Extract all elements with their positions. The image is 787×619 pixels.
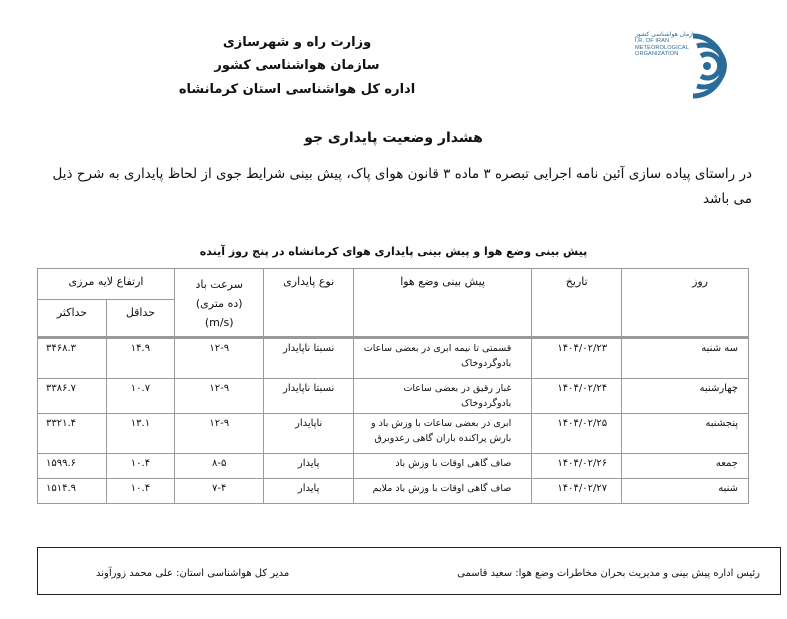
cell-max: ۳۴۶۸.۳	[38, 338, 107, 378]
header-wind-height: (ده متری)	[195, 297, 243, 310]
cell-min: ۱۴.۹	[106, 338, 174, 378]
header-day: روز	[622, 269, 749, 337]
cell-wind: ۱۲-۹	[174, 378, 263, 413]
intro-paragraph: در راستای پیاده سازی آئین نامه اجرایی تبصره ۳ ماده ۳ قانون هوای پاک، پیش بینی شرایط جوی از لحاظ پایداری به شرح ذیل می باشد	[52, 166, 752, 207]
header-date: تاریخ	[532, 269, 622, 337]
header-wind	[174, 269, 263, 337]
cell-min: ۱۰.۷	[106, 378, 174, 413]
cell-date: ۱۴۰۴/۰۲/۲۳	[532, 338, 622, 378]
cell-max: ۱۵۹۹.۶	[38, 453, 107, 478]
table-title: پیش بینی وضع هوا و پیش بینی پایداری هوای کرمانشاه در پنج روز آینده	[199, 245, 588, 258]
cell-stability: نسبتا ناپایدار	[264, 378, 353, 413]
logo-en-line2: METEOROLOGICAL	[635, 44, 689, 51]
logo-en-line3: ORGANIZATION	[635, 50, 679, 57]
cell-day: چهارشنبه	[622, 378, 749, 413]
cell-date: ۱۴۰۴/۰۲/۲۷	[532, 478, 622, 503]
director-general-signature: مدیر کل هواشناسی استان: علی محمد زورآوند	[96, 568, 290, 579]
logo-fa-text: سازمان هواشناسی کشور	[635, 31, 699, 38]
document-title: هشدار وضعیت پایداری جو	[304, 130, 483, 146]
cell-forecast: قسمتی تا نیمه ابری در بعضی ساعات بادوگردوخاک	[353, 338, 531, 378]
header-forecast: پیش بینی وضع هوا	[353, 269, 531, 337]
cell-day: جمعه	[622, 453, 749, 478]
cell-stability: پایدار	[264, 453, 353, 478]
table-row	[38, 453, 749, 478]
table-row	[38, 478, 749, 503]
logo-emblem-icon	[677, 28, 743, 104]
cell-forecast: صاف گاهی اوقات با وزش باد	[353, 453, 531, 478]
cell-max: ۳۳۸۶.۷	[38, 378, 107, 413]
logo-en-line1: I.R. OF IRAN	[635, 38, 670, 45]
table-row	[38, 413, 749, 453]
header-boundary-layer: ارتفاع لایه مرزی	[38, 269, 175, 300]
cell-stability: پایدار	[264, 478, 353, 503]
cell-day: سه شنبه	[622, 338, 749, 378]
cell-wind: ۸-۵	[174, 453, 263, 478]
signature-box	[37, 547, 781, 595]
cell-wind: ۱۲-۹	[174, 338, 263, 378]
cell-day: شنبه	[622, 478, 749, 503]
forecast-head-signature: رئیس اداره پیش بینی و مدیریت بحران مخاطرات وضع هوا: سعید قاسمی	[457, 568, 760, 579]
header-line-province-office: اداره کل هواشناسی استان کرمانشاه	[178, 82, 416, 97]
header-wind-unit: (m/s)	[204, 316, 234, 329]
cell-forecast: ابری در بعضی ساعات با وزش باد و بارش پراکنده باران گاهی رعدوبرق	[353, 413, 531, 453]
header-stability: نوع پایداری	[264, 269, 353, 337]
header-min: حداقل	[106, 300, 174, 337]
header-wind-label: سرعت باد	[195, 278, 243, 291]
cell-forecast: صاف گاهی اوقات با وزش باد ملایم	[353, 478, 531, 503]
cell-date: ۱۴۰۴/۰۲/۲۴	[532, 378, 622, 413]
meteorological-organization-logo	[615, 28, 745, 110]
forecast-table	[37, 268, 749, 504]
cell-max: ۱۵۱۴.۹	[38, 478, 107, 503]
table-row	[38, 338, 749, 378]
cell-forecast: غبار رقیق در بعضی ساعات بادوگردوخاک	[353, 378, 531, 413]
header-max: حداکثر	[38, 300, 107, 337]
table-row	[38, 378, 749, 413]
header-line-ministry: وزارت راه و شهرسازی	[222, 35, 372, 50]
cell-min: ۱۰.۴	[106, 478, 174, 503]
cell-date: ۱۴۰۴/۰۲/۲۵	[532, 413, 622, 453]
cell-stability: ناپایدار	[264, 413, 353, 453]
cell-max: ۳۳۲۱.۴	[38, 413, 107, 453]
cell-date: ۱۴۰۴/۰۲/۲۶	[532, 453, 622, 478]
cell-wind: ۷-۴	[174, 478, 263, 503]
header-line-organization: سازمان هواشناسی کشور	[214, 58, 380, 73]
cell-min: ۱۳.۱	[106, 413, 174, 453]
cell-stability: نسبتا ناپایدار	[264, 338, 353, 378]
cell-min: ۱۰.۴	[106, 453, 174, 478]
cell-wind: ۱۲-۹	[174, 413, 263, 453]
cell-day: پنجشنبه	[622, 413, 749, 453]
